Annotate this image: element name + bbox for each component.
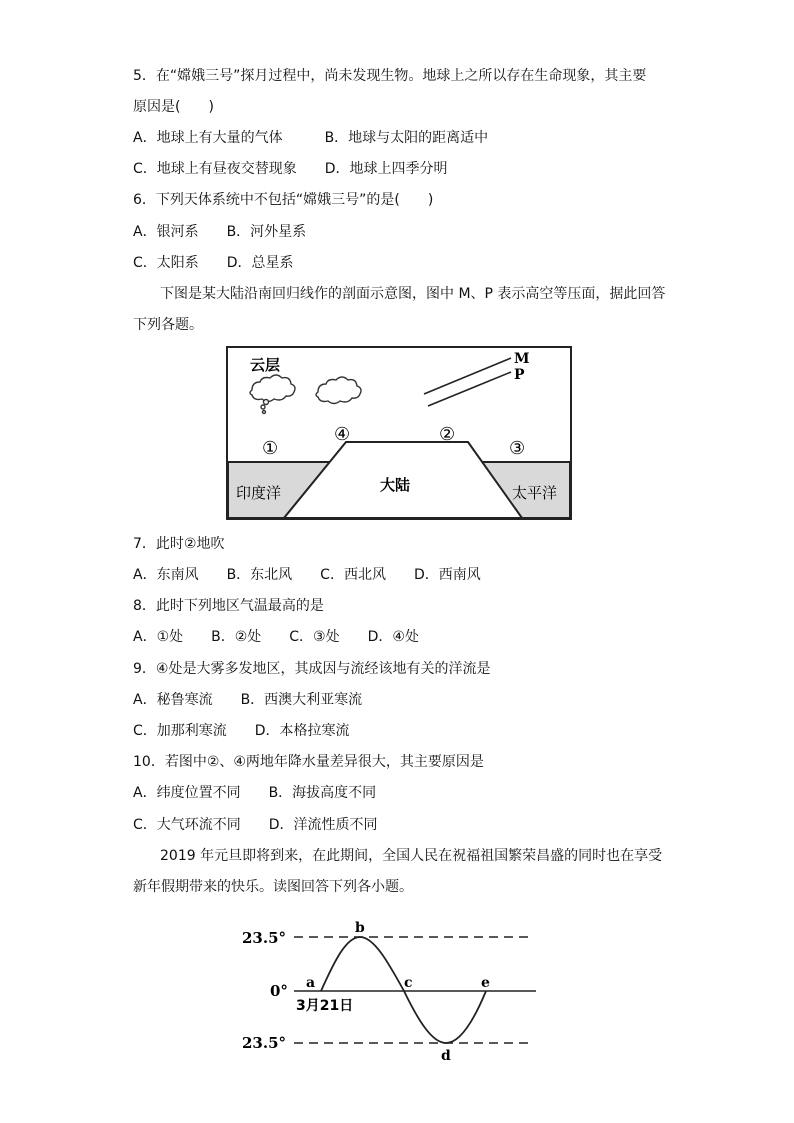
point-a-label: a	[306, 975, 316, 991]
point-d-label: d	[441, 1048, 451, 1064]
marker-3: ③	[509, 438, 526, 459]
point-b-label: b	[355, 920, 365, 936]
q7-options: A．东南风 B．东北风 C．西北风 D．西南风	[133, 567, 481, 583]
y-label-top: 23.5°	[242, 929, 287, 947]
q6-stem: 6．下列天体系统中不包括“嫦娥三号”的是( )	[133, 192, 434, 208]
q6-options-ab: A．银河系 B．河外星系	[133, 224, 307, 240]
y-label-mid: 0°	[270, 982, 288, 1000]
point-c-label: c	[404, 975, 413, 991]
marker-2: ②	[439, 424, 456, 445]
label-m: M	[514, 351, 530, 367]
label-p: P	[514, 367, 525, 383]
intro2-line2: 新年假期带来的快乐。读图回答下列各小题。	[133, 879, 413, 895]
q6-options-cd: C．太阳系 D．总星系	[133, 255, 294, 271]
q10-options-cd: C．大气环流不同 D．洋流性质不同	[133, 817, 378, 833]
q9-stem: 9．④处是大雾多发地区，其成因与流经该地有关的洋流是	[133, 661, 491, 677]
q5-stem-line1: 5．在“嫦娥三号”探月过程中，尚未发现生物。地球上之所以存在生命现象，其主要	[133, 68, 647, 84]
point-e-label: e	[481, 975, 490, 991]
q8-stem: 8．此时下列地区气温最高的是	[133, 598, 324, 614]
q5-options-ab: A．地球上有大量的气体 B．地球与太阳的距离适中	[133, 130, 489, 146]
q10-stem: 10．若图中②、④两地年降水量差异很大，其主要原因是	[133, 754, 484, 770]
pacific-ocean-label: 太平洋	[512, 484, 558, 502]
q8-options: A．①处 B．②处 C．③处 D．④处	[133, 629, 419, 645]
q9-options-ab: A．秘鲁寒流 B．西澳大利亚寒流	[133, 692, 363, 708]
intro1-line2: 下列各题。	[133, 317, 203, 333]
indian-ocean-label: 印度洋	[236, 484, 282, 502]
y-label-bottom: 23.5°	[242, 1034, 287, 1052]
q5-stem-line2: 原因是( )	[133, 99, 214, 115]
q10-options-ab: A．纬度位置不同 B．海拔高度不同	[133, 785, 377, 801]
intro1-line1: 下图是某大陆沿南回归线作的剖面示意图，图中 M、P 表示高空等压面，据此回答	[160, 286, 666, 302]
profile-figure	[226, 346, 574, 522]
q7-stem: 7．此时②地吹	[133, 536, 225, 552]
solar-declination-figure	[238, 918, 538, 1068]
q5-options-cd: C．地球上有昼夜交替现象 D．地球上四季分明	[133, 161, 448, 177]
cloud-layer-label: 云层	[250, 356, 281, 374]
q9-options-cd: C．加那利寒流 D．本格拉寒流	[133, 723, 350, 739]
continent-label: 大陆	[380, 476, 411, 494]
intro2-line1: 2019 年元旦即将到来，在此期间，全国人民在祝福祖国繁荣昌盛的同时也在享受	[160, 848, 663, 864]
date-label: 3月21日	[296, 998, 354, 1014]
marker-4: ④	[334, 424, 351, 445]
marker-1: ①	[262, 438, 279, 459]
